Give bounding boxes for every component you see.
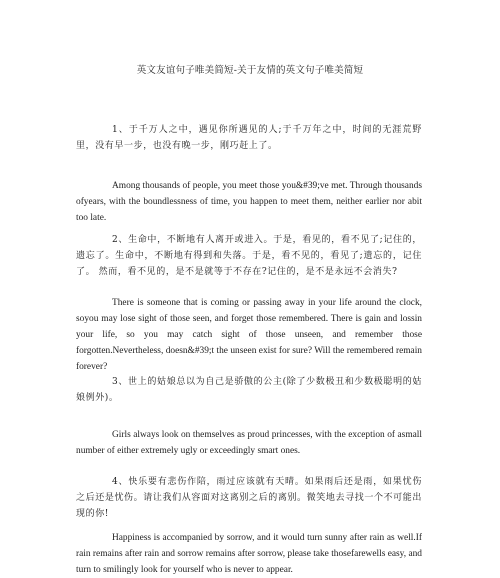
paragraph-4-chinese: 4、快乐要有悲伤作陪，雨过应该就有天晴。如果雨后还是雨，如果忧伤之后还是忧伤。请让我们从容面对这离别之后的离别。微笑地去寻找一个不可能出现的你! [76,477,422,519]
paragraph-4-english: Happiness is accompanied by sorrow, and it would turn sunny after rain as well.If rain remains after rain and sorrow remains after sorrow, please take thosefarewells easy, and turn to smilingly look for yourself who is never to appear. [76,533,422,575]
paragraph-1-english: Among thousands of people, you meet those you&#39;ve met. Through thousands ofyears, with the boundlessness of time, you happen to meet them, neither earlier nor abit too late. [76,181,422,223]
paragraph-2-english: There is someone that is coming or passing away in your life around the clock, soyou may lose sight of those seen, and forget those remembered. There is gain and lossin your life, so you may catch sight of those unseen, and remember those forgotten.Nevertheless, doesn&#39;t the unseen exist for sure? Will the remembered remain forever? [76,298,422,372]
paragraph-2-chinese: 2、生命中，不断地有人离开或进入。于是，看见的，看不见了;记住的，遗忘了。生命中，不断地有得到和失落。于是，看不见的，看见了;遗忘的，记住了。 然而，看不见的，是不是就等于不存在?记住的，是不是永远不会消失? [76,235,422,277]
paragraph-3-english: Girls always look on themselves as proud princesses, with the exception of asmall number of either extremely ugly or exceedingly smart ones. [76,430,422,456]
paragraph-1-chinese: 1、于千万人之中，遇见你所遇见的人;于千万年之中，时间的无涯荒野里，没有早一步，也没有晚一步，刚巧赶上了。 [76,125,422,151]
document-title: 英文友谊句子唯美简短-关于友情的英文句子唯美简短 [136,65,364,76]
paragraph-3-chinese: 3、世上的姑娘总以为自己是骄傲的公主(除了少数极丑和少数极聪明的姑娘例外)。 [76,377,422,403]
